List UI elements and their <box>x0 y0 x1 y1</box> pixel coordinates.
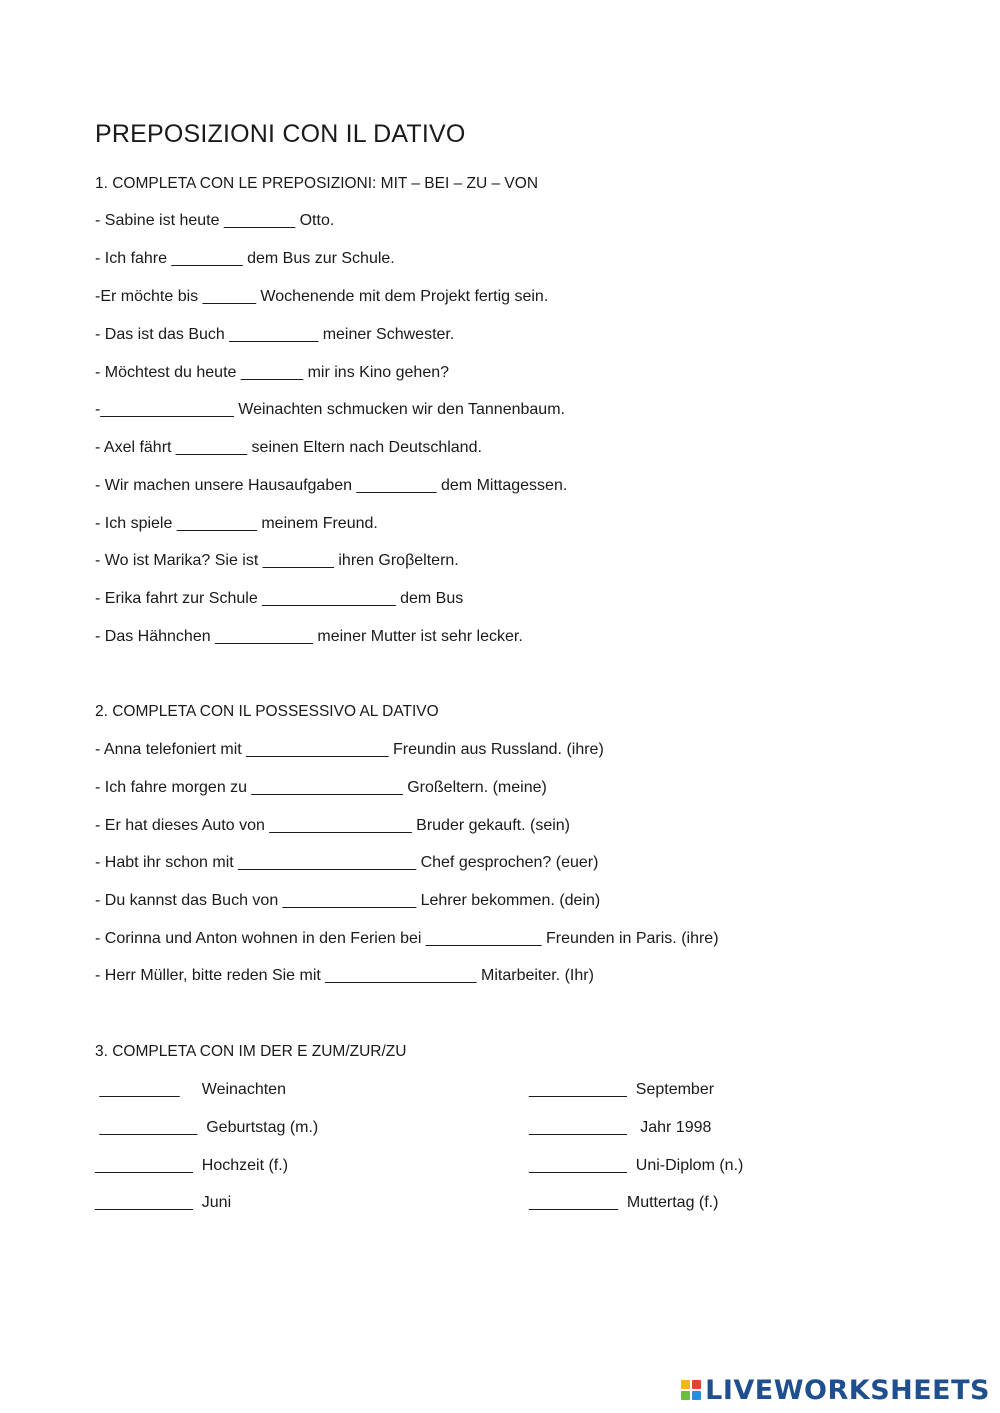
liveworksheets-logo[interactable] <box>681 1375 990 1405</box>
exercise3-left-item: ___________ Hochzeit (f.) <box>95 1157 289 1174</box>
section2-heading: 2. COMPLETA CON IL POSSESSIVO AL DATIVO <box>95 703 439 720</box>
exercise1-item: -_______________ Weinachten schmucken wir den Tannenbaum. <box>95 401 565 418</box>
exercise1-item: - Das ist das Buch __________ meiner Schwester. <box>95 326 455 343</box>
exercise2-item: - Er hat dieses Auto von ________________ Bruder gekauft. (sein) <box>95 817 570 834</box>
logo-text: LIVEWORKSHEETS <box>705 1374 990 1406</box>
section1-heading: 1. COMPLETA CON LE PREPOSIZIONI: MIT – BEI – ZU – VON <box>95 175 539 192</box>
page-title: PREPOSIZIONI CON IL DATIVO <box>95 120 466 148</box>
exercise3-right-item: __________ Muttertag (f.) <box>529 1194 719 1211</box>
exercise3-right-item: ___________ September <box>529 1081 715 1098</box>
logo-mark-icon <box>681 1380 701 1400</box>
exercise2-item: - Du kannst das Buch von _______________ Lehrer bekommen. (dein) <box>95 892 601 909</box>
exercise2-item: - Corinna und Anton wohnen in den Ferien bei _____________ Freunden in Paris. (ihre) <box>95 930 719 947</box>
exercise1-item: - Möchtest du heute _______ mir ins Kino gehen? <box>95 364 450 381</box>
exercise1-item: - Das Hähnchen ___________ meiner Mutter ist sehr lecker. <box>95 628 523 645</box>
exercise1-item: - Wir machen unsere Hausaufgaben _________ dem Mittagessen. <box>95 477 568 494</box>
exercise2-item: - Herr Müller, bitte reden Sie mit _________________ Mitarbeiter. (Ihr) <box>95 967 594 984</box>
exercise3-left-item: ___________ Geburtstag (m.) <box>95 1119 319 1136</box>
exercise1-item: -Er möchte bis ______ Wochenende mit dem Projekt fertig sein. <box>95 288 549 305</box>
exercise1-item: - Erika fahrt zur Schule _______________ dem Bus <box>95 590 464 607</box>
exercise3-left-item: ___________ Juni <box>95 1194 232 1211</box>
exercise2-item: - Habt ihr schon mit ____________________ Chef gesprochen? (euer) <box>95 854 599 871</box>
exercise3-right-item: ___________ Jahr 1998 <box>529 1119 712 1136</box>
exercise1-item: - Sabine ist heute ________ Otto. <box>95 212 335 229</box>
exercise2-item: - Ich fahre morgen zu _________________ Großeltern. (meine) <box>95 779 547 796</box>
logo-square <box>692 1380 701 1389</box>
logo-square <box>692 1391 701 1400</box>
exercise1-item: - Ich spiele _________ meinem Freund. <box>95 515 378 532</box>
exercise3-right-item: ___________ Uni-Diplom (n.) <box>529 1157 744 1174</box>
exercise1-item: - Wo ist Marika? Sie ist ________ ihren Groβeltern. <box>95 552 459 569</box>
exercise1-item: - Ich fahre ________ dem Bus zur Schule. <box>95 250 395 267</box>
section3-heading: 3. COMPLETA CON IM DER E ZUM/ZUR/ZU <box>95 1043 407 1060</box>
logo-square <box>681 1391 690 1400</box>
exercise3-left-item: _________ Weinachten <box>95 1081 286 1098</box>
exercise2-item: - Anna telefoniert mit ________________ Freundin aus Russland. (ihre) <box>95 741 604 758</box>
exercise1-item: - Axel fährt ________ seinen Eltern nach Deutschland. <box>95 439 482 456</box>
logo-square <box>681 1380 690 1389</box>
